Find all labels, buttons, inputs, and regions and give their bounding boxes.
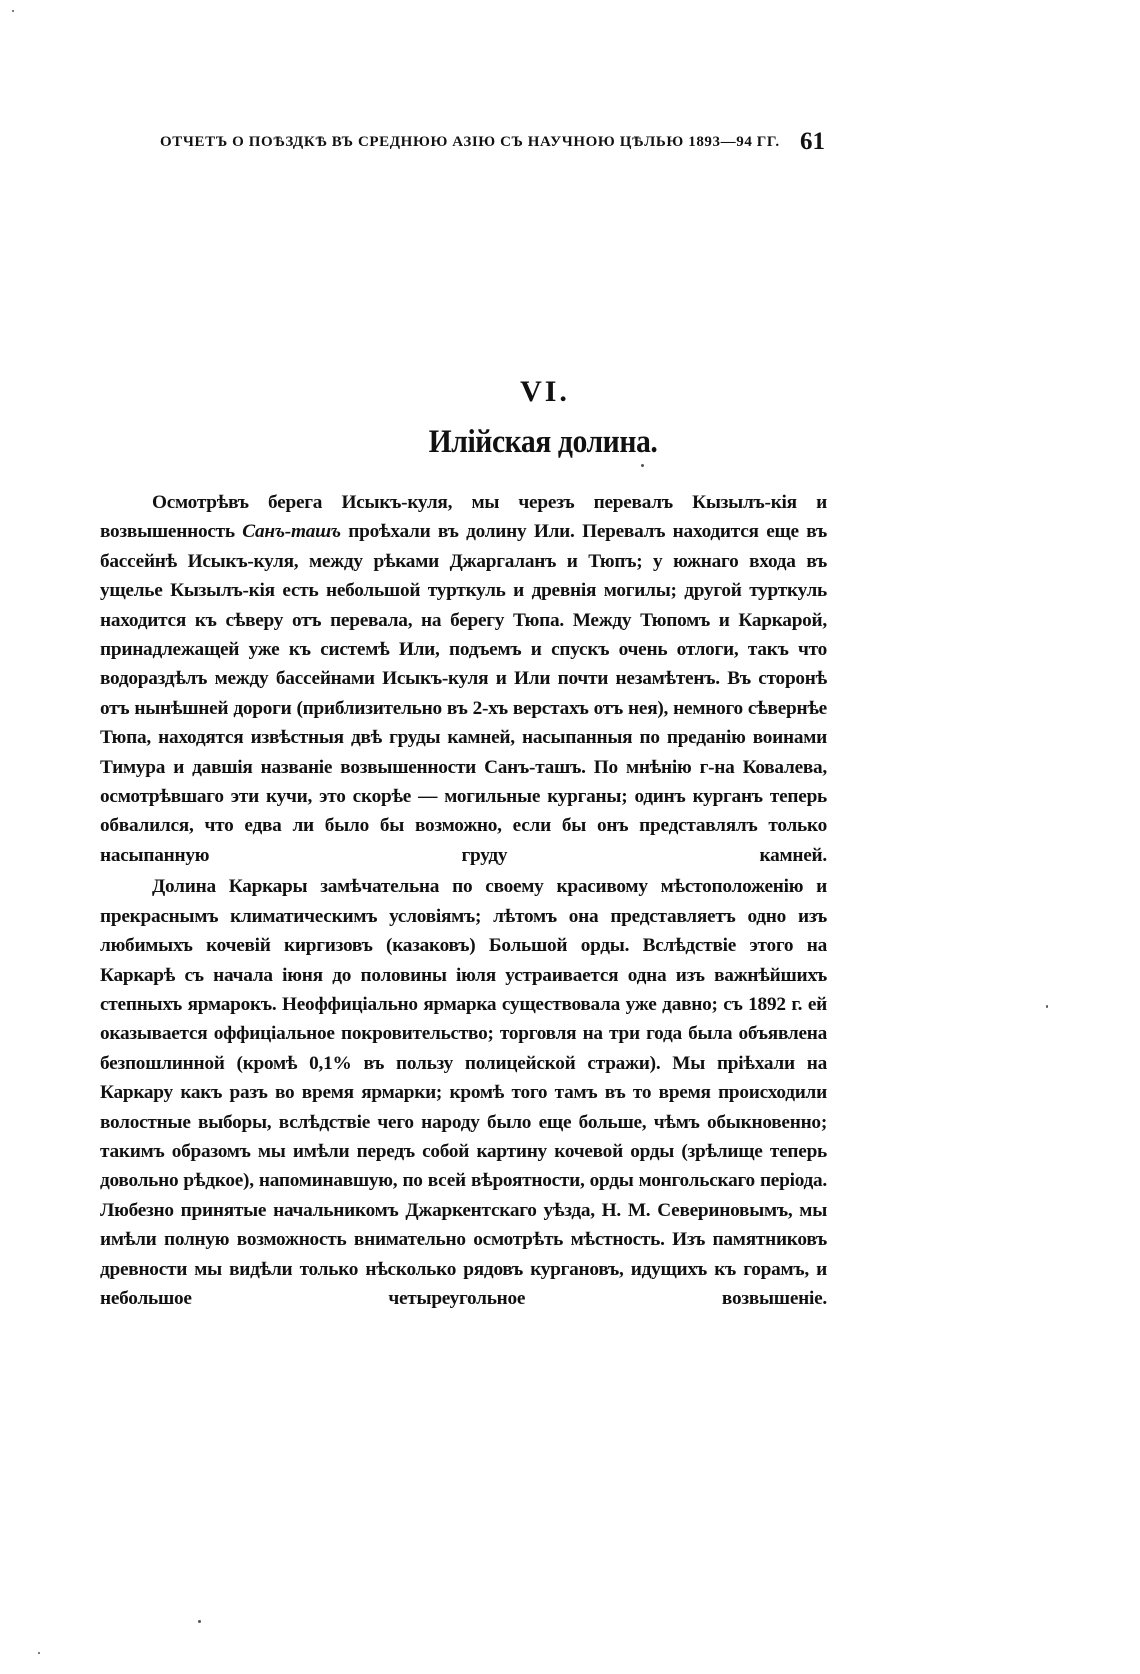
paragraph-1-rest: проѣхали въ долину Или. Перевалъ находится еще въ бассейнѣ Исыкъ-куля, между рѣками Джаргаланъ и Тюпъ; у южнаго входа въ ущелье Кызылъ-кія есть небольшой турткуль и древнія могилы; другой турткуль находится къ сѣверу отъ перевала, на берегу Тюпа. Между Тюпомъ и Каркарой, принадлежащей уже къ системѣ Или, подъемъ и спускъ очень отлоги, такъ что водораздѣлъ между бассейнами Исыкъ-куля и Или почти незамѣтенъ. Въ сторонѣ отъ нынѣшней дороги (приблизительно въ 2-хъ верстахъ отъ нея), немного сѣвернѣе Тюпа, находятся извѣстныя двѣ груды камней, насыпанныя по преданію воинами Тимура и давшія названіе возвышенности Санъ-ташъ. По мнѣнію г-на Ковалева, осмотрѣвшаго эти кучи, это скорѣе — могильные курганы; одинъ курганъ теперь обвалился, что едва ли было бы возможно, если бы онъ представлялъ только насыпанную груду камней. <box>100 521 827 866</box>
paragraph-1 <box>100 488 827 870</box>
paragraph-2: Долина Каркары замѣчательна по своему красивому мѣстоположенію и прекраснымъ климатическимъ условіямъ; лѣтомъ она представляетъ одно изъ любимыхъ кочевій киргизовъ (казаковъ) Большой орды. Вслѣдствіе этого на Каркарѣ съ начала іюня до половины іюля устраивается одна изъ важнѣйшихъ степныхъ ярмарокъ. Неоффиціально ярмарка существовала уже давно; съ 1892 г. ей оказывается оффиціальное покровительство; торговля на три года была объявлена безпошлинной (кромѣ 0,1% въ пользу полицейской стражи). Мы пріѣхали на Каркару какъ разъ во время ярмарки; кромѣ того тамъ въ то время происходили волостные выборы, вслѣдствіе чего народу было еще больше, чѣмъ обыкновенно; такимъ образомъ мы имѣли передъ собой картину кочевой орды (зрѣлище теперь довольно рѣдкое), напоминавшую, по всей вѣроятности, орды монгольскаго періода. Любезно принятые начальникомъ Джаркентскаго уѣзда, Н. М. Севериновымъ, мы имѣли полную возможность внимательно осмотрѣть мѣстность. Изъ памятниковъ древности мы видѣли только нѣсколько рядовъ кургановъ, идущихъ къ горамъ, и небольшое четыреугольное возвышеніе. <box>100 876 827 1309</box>
page-number: 61 <box>800 128 825 155</box>
running-head: ОТЧЕТЪ О ПОѢЗДКѢ ВЪ СРЕДНЮЮ АЗІЮ СЪ НАУЧНОЮ ЦѢЛЬЮ 1893—94 ГГ. <box>160 134 780 150</box>
scan-speck <box>198 1620 201 1623</box>
chapter-number: VI. <box>520 375 570 408</box>
paragraph-1-italic: Санъ-ташъ <box>242 521 341 543</box>
chapter-title: Илійская долина. <box>428 424 658 460</box>
scan-speck <box>1046 1005 1048 1008</box>
scan-speck <box>12 10 14 12</box>
paragraph-1-start: Осмотрѣвъ берега Исыкъ-куля, мы черезъ перевалъ Кызылъ-кія и возвышенность <box>100 492 827 543</box>
scan-speck <box>641 464 644 467</box>
body-text <box>100 488 827 1313</box>
scan-speck <box>38 1652 40 1654</box>
